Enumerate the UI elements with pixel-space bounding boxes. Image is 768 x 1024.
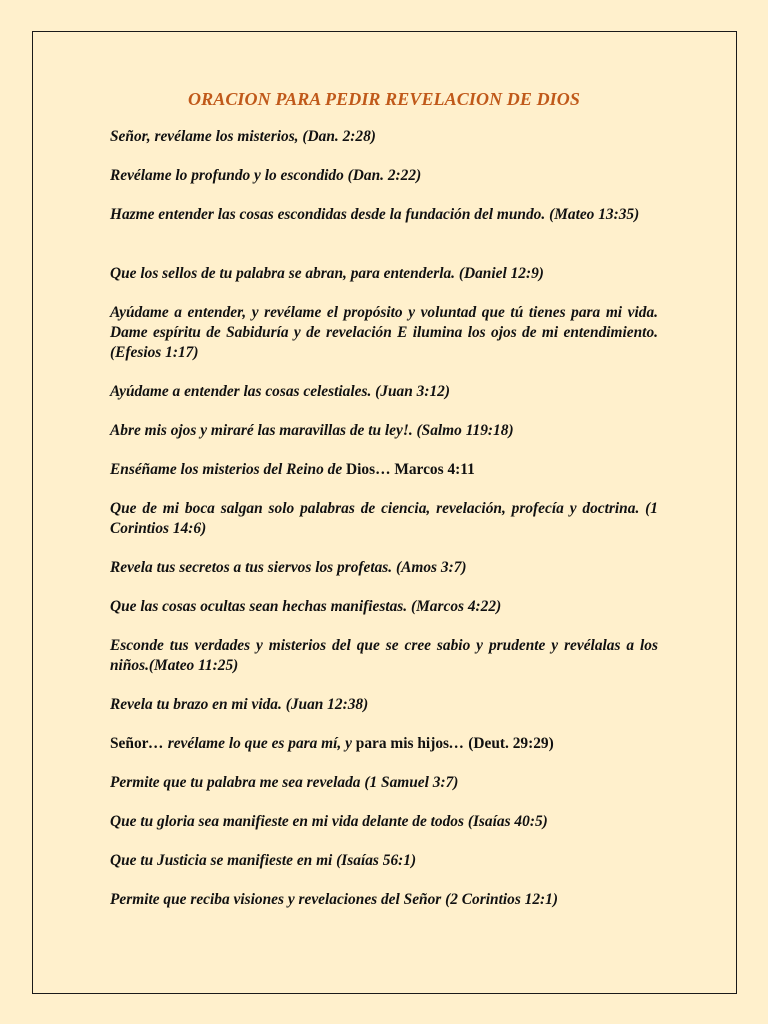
prayer-line: Que tu gloria sea manifieste en mi vida delante de todos (Isaías 40:5) [110,813,548,830]
prayer-line: Que los sellos de tu palabra se abran, para entenderla. (Daniel 12:9) [110,265,544,282]
prayer-emphasis: Señor [110,735,149,752]
document-title: ORACION PARA PEDIR REVELACION DE DIOS [188,89,580,109]
scripture-reference: (Deut. 29:29) [468,735,554,752]
prayer-text: … [449,735,469,752]
prayer-line: Ayúdame a entender, y revélame el propósito y voluntad que tú tienes para mi vida. Dame espíritu de Sabiduría y de revelación E ilumina los ojos de mi entendimiento. (Efesios 1:17) [110,304,658,361]
prayer-line: Revélame lo profundo y lo escondido (Dan. 2:22) [110,167,422,184]
prayer-line: Ayúdame a entender las cosas celestiales. (Juan 3:12) [110,383,450,400]
prayer-line: Que las cosas ocultas sean hechas manifiestas. (Marcos 4:22) [110,598,502,615]
prayer-text: Enséñame los misterios del Reino de [110,461,346,478]
prayer-line: Que tu Justicia se manifieste en mi (Isaías 56:1) [110,852,417,869]
prayer-line: Revela tus secretos a tus siervos los profetas. (Amos 3:7) [110,559,467,576]
prayer-line [110,734,658,754]
prayer-line: Revela tu brazo en mi vida. (Juan 12:38) [110,696,369,713]
prayer-line: Hazme entender las cosas escondidas desde la fundación del mundo. (Mateo 13:35) [110,206,640,223]
prayer-text: … revélame lo que es para mí, y [148,735,356,752]
prayer-line: Que de mi boca salgan solo palabras de ciencia, revelación, profecía y doctrina. (1 Corintios 14:6) [110,500,658,537]
prayer-line: Esconde tus verdades y misterios del que se cree sabio y prudente y revélalas a los niños.(Mateo 11:25) [110,637,658,674]
prayer-line [110,460,658,480]
prayer-emphasis: para mis hijos [355,735,450,752]
prayer-line: Permite que reciba visiones y revelaciones del Señor (2 Corintios 12:1) [110,891,558,908]
prayer-line: Señor, revélame los misterios, (Dan. 2:28) [110,128,376,145]
prayer-line: Abre mis ojos y miraré las maravillas de tu ley!. (Salmo 119:18) [110,422,514,439]
scripture-reference: Dios… Marcos 4:11 [346,461,475,478]
prayer-line: Permite que tu palabra me sea revelada (1 Samuel 3:7) [110,774,459,791]
